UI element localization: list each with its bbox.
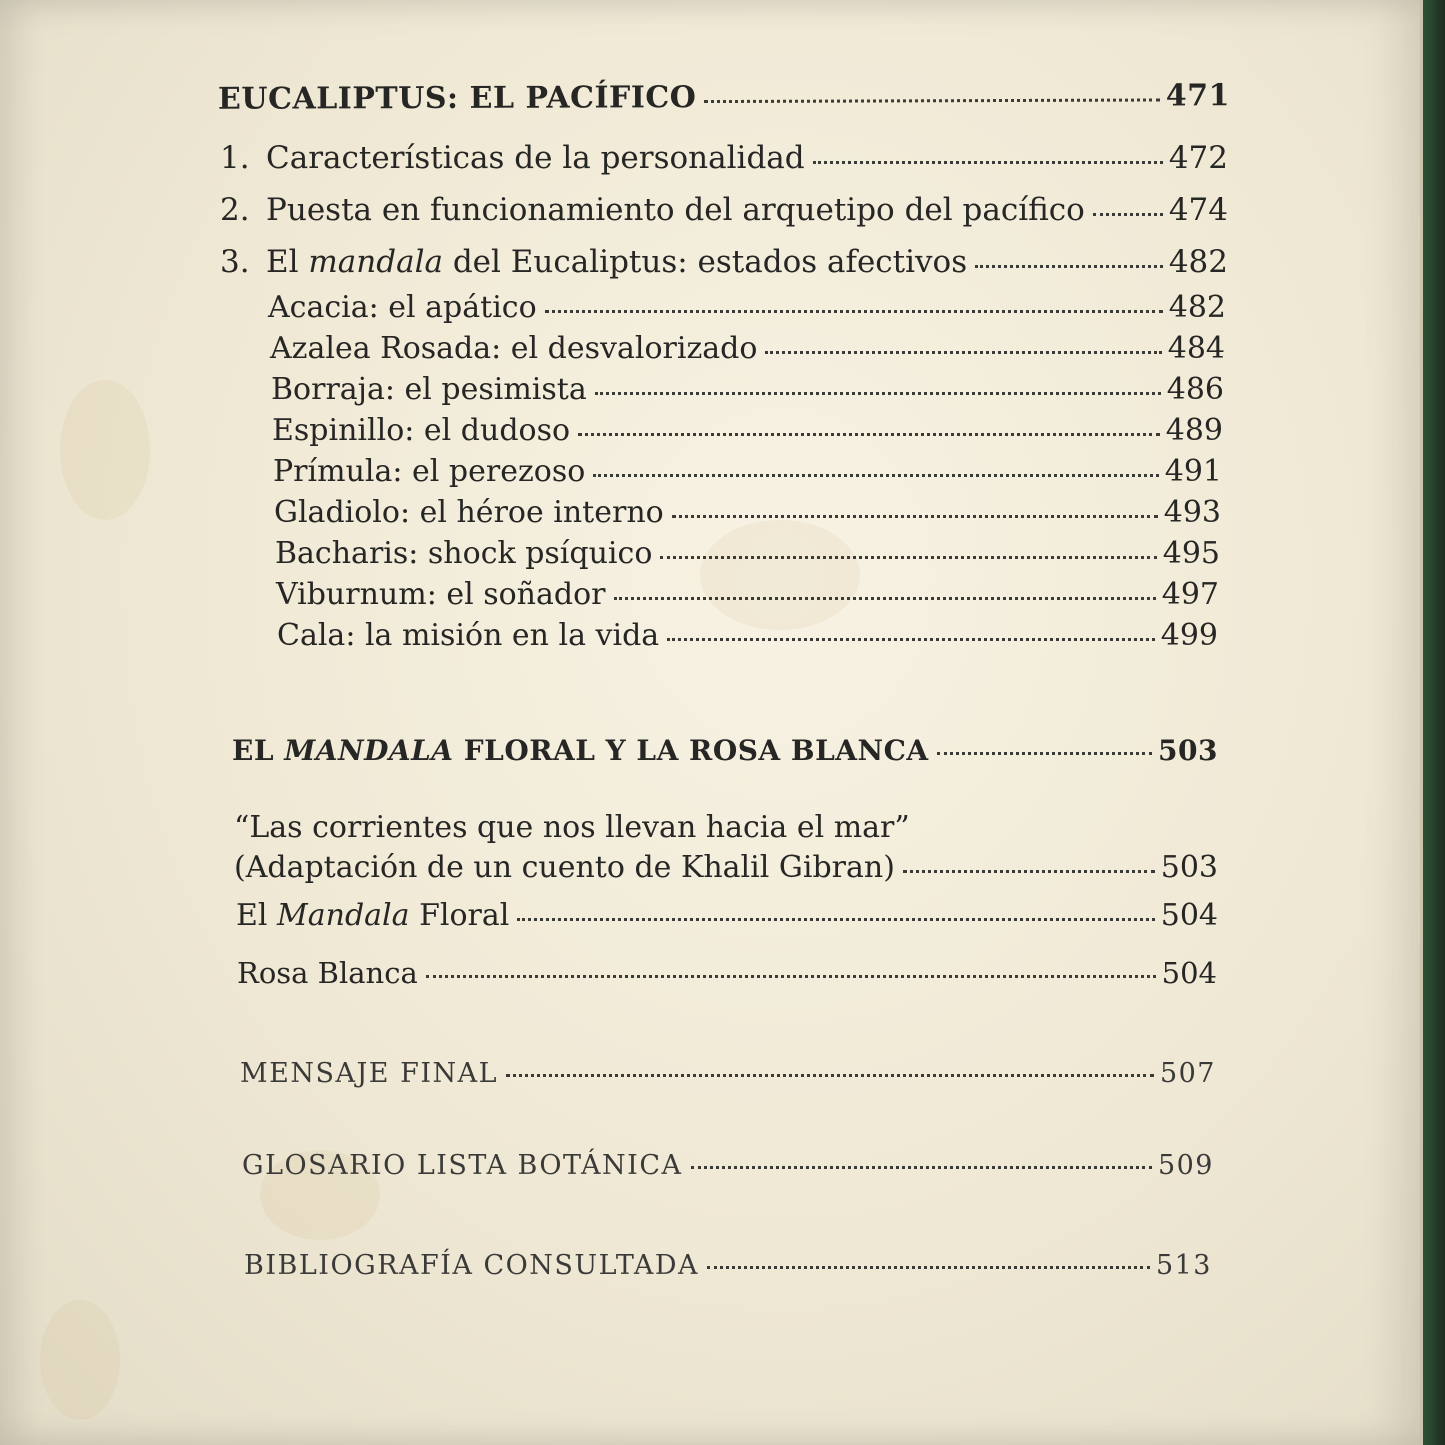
dot-leader <box>975 264 1163 268</box>
toc-subitem <box>271 372 1224 407</box>
heading-title-italic: MANDALA <box>284 734 454 767</box>
dot-leader <box>704 97 1160 103</box>
dot-leader <box>1093 212 1163 216</box>
page-number: 474 <box>1168 192 1228 228</box>
page-number: 499 <box>1160 618 1218 653</box>
toc-subitem <box>275 536 1220 571</box>
dot-leader <box>593 473 1158 477</box>
page-number: 495 <box>1162 536 1220 571</box>
toc-subitem <box>237 956 1217 990</box>
quote-title-line2: (Adaptación de un cuento de Khalil Gibran) <box>234 850 895 885</box>
page-number: 491 <box>1164 454 1222 489</box>
page-number: 503 <box>1158 734 1218 767</box>
page-number: 507 <box>1159 1058 1216 1089</box>
item-label-italic: mandala <box>308 244 443 280</box>
subitem-label: Espinillo: el dudoso <box>272 413 571 448</box>
item-label-part: El <box>266 244 309 280</box>
page-number: 509 <box>1157 1150 1214 1181</box>
page-number: 493 <box>1163 495 1221 530</box>
toc-item <box>220 140 1228 176</box>
item-number: 3. <box>220 244 250 280</box>
dot-leader <box>545 309 1163 313</box>
toc-heading-eucaliptus <box>218 78 1230 117</box>
page-number: 482 <box>1168 290 1226 325</box>
toc-subitem <box>234 850 1218 885</box>
page-number: 484 <box>1167 331 1225 366</box>
item-label-part: del Eucaliptus: estados afectivos <box>442 244 968 280</box>
heading-title-part: EL <box>232 734 285 767</box>
dot-leader <box>506 1073 1154 1077</box>
dot-leader <box>813 160 1163 164</box>
page-number: 471 <box>1165 78 1231 114</box>
subitem-label-italic: Mandala <box>277 898 410 933</box>
item-number: 2. <box>220 192 250 228</box>
page-number: 504 <box>1160 898 1218 933</box>
toc-subitem <box>276 577 1219 612</box>
toc-item <box>220 244 1228 280</box>
page-number: 472 <box>1168 140 1228 176</box>
subitem-label: Prímula: el perezoso <box>273 454 586 489</box>
page-number: 489 <box>1165 413 1223 448</box>
toc-subitem <box>268 290 1226 325</box>
subitem-label: Azalea Rosada: el desvalorizado <box>270 331 758 366</box>
heading-title-part: FLORAL Y LA ROSA BLANCA <box>453 734 929 767</box>
subitem-label: Cala: la misión en la vida <box>277 618 660 653</box>
subitem-label: Gladiolo: el héroe interno <box>274 495 664 530</box>
dot-leader <box>707 1265 1150 1269</box>
heading-title: BIBLIOGRAFÍA CONSULTADA <box>244 1250 700 1281</box>
dot-leader <box>691 1165 1152 1169</box>
toc-heading-glosario <box>242 1150 1214 1181</box>
toc-heading-bibliografia <box>244 1250 1212 1281</box>
item-number: 1. <box>220 140 250 176</box>
page-number: 482 <box>1168 244 1228 280</box>
dot-leader <box>614 596 1156 600</box>
toc-subitem <box>277 618 1218 653</box>
item-label: Puesta en funcionamiento del arquetipo del pacífico <box>266 192 1085 228</box>
subitem-label: Borraja: el pesimista <box>271 372 587 407</box>
quote-title-line1: “Las corrientes que nos llevan hacia el mar” <box>234 810 910 845</box>
page-number: 503 <box>1160 850 1218 885</box>
dot-leader <box>517 917 1154 921</box>
subitem-label-part: El <box>236 898 278 933</box>
dot-leader <box>903 869 1155 873</box>
toc-item <box>220 192 1228 228</box>
page-number: 497 <box>1161 577 1219 612</box>
dot-leader <box>667 637 1155 641</box>
toc-subitem <box>270 331 1225 366</box>
heading-title: GLOSARIO LISTA BOTÁNICA <box>242 1150 683 1181</box>
subitem-label: Rosa Blanca <box>237 956 418 990</box>
dot-leader <box>578 432 1160 436</box>
heading-title: EUCALIPTUS: EL PACÍFICO <box>217 80 697 117</box>
subitem-label: Bacharis: shock psíquico <box>275 536 653 571</box>
dot-leader <box>595 391 1161 395</box>
toc-heading-mandala <box>232 734 1218 767</box>
page-number: 504 <box>1161 956 1217 990</box>
subitem-label: Viburnum: el soñador <box>276 577 606 612</box>
toc-heading-mensaje <box>240 1058 1216 1089</box>
page-number: 486 <box>1166 372 1224 407</box>
subitem-label: Acacia: el apático <box>268 290 537 325</box>
dot-leader <box>660 555 1156 559</box>
item-label: Características de la personalidad <box>266 140 805 176</box>
subitem-label-part: Floral <box>409 898 510 933</box>
page-number: 513 <box>1155 1250 1212 1281</box>
toc-subitem <box>274 495 1221 530</box>
toc-subitem <box>272 413 1223 448</box>
toc-subitem <box>236 898 1218 933</box>
dot-leader <box>426 974 1156 978</box>
dot-leader <box>937 751 1152 755</box>
toc-subitem <box>273 454 1222 489</box>
dot-leader <box>765 350 1161 354</box>
heading-title: MENSAJE FINAL <box>240 1058 499 1089</box>
dot-leader <box>672 514 1158 518</box>
